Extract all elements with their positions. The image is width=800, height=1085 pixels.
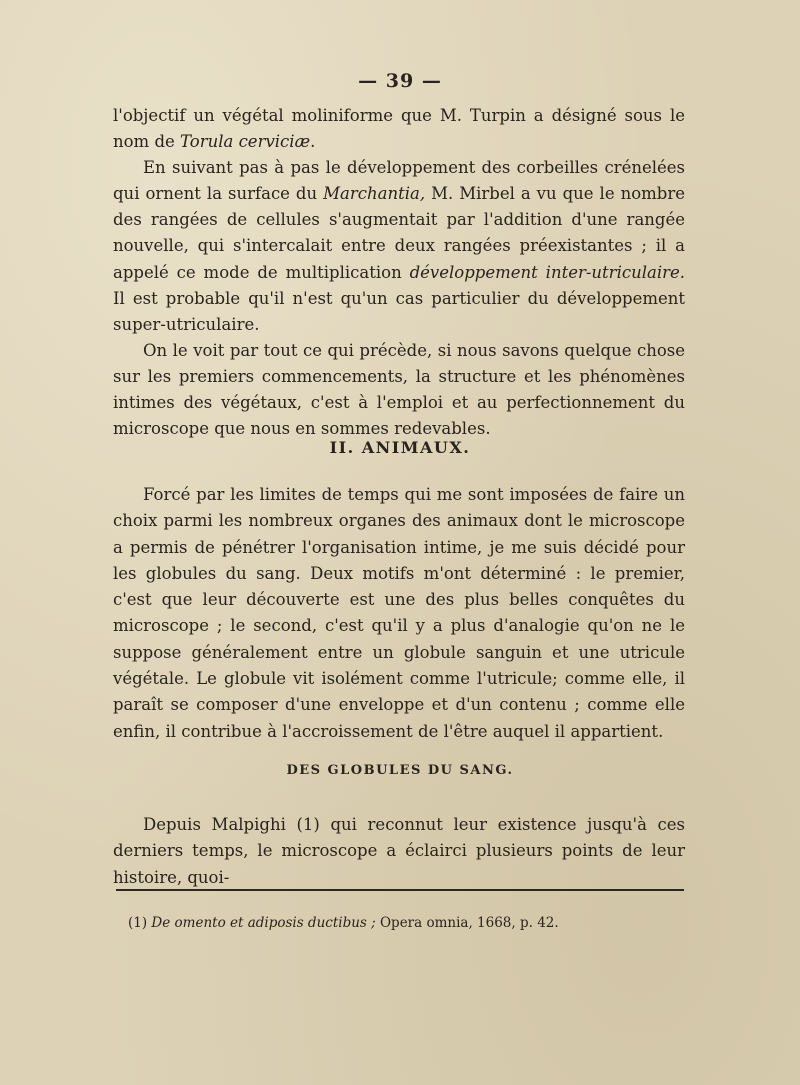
footnote-divider (116, 889, 684, 891)
italic-term: Torula cerviciæ (180, 132, 311, 152)
subsection-title: DES GLOBULES DU SANG. (286, 763, 514, 778)
section-title: II. ANIMAUX. (329, 438, 471, 457)
paragraph-text: . (310, 132, 316, 152)
text-block-globules (113, 812, 685, 891)
footnote-marker: (1) (128, 915, 152, 931)
page-number: — 39 — (358, 70, 442, 92)
paragraph-text: En suivant pas à pas le développement des corbeilles crénelées qui ornent la surface du (113, 158, 685, 204)
text-block-animals (113, 482, 685, 745)
footnote-reference: Opera omnia, 1668, p. 42. (375, 915, 559, 931)
paragraph-animals: Forcé par les limites de temps qui me sont imposées de faire un choix parmi les nombreux organes des animaux dont le microscope a permis de pénétrer l'organisation intime, je me suis décidé pour les globules du sang. Deux motifs m'ont déterminé : le premier, c'est que leur découverte est une des plus belles conquêtes du microscope ; le second, c'est qu'il y a plus d'analogie qu'on ne le suppose généralement entre un globule sanguin et une utricule végétale. Le globule vit isolément comme l'utricule; comme elle, il paraît se composer d'une enveloppe et d'un contenu ; comme elle enfin, il contribue à l'accroissement de l'être auquel il appartient. (113, 485, 685, 741)
footnote (128, 915, 688, 931)
paragraph-conclusion: On le voit par tout ce qui précède, si nous savons quelque chose sur les premiers commencements, la structure et les phénomènes intimes des végétaux, c'est à l'emploi et au perfectionnement du microscope que nous en sommes redevables. (113, 340, 685, 439)
paragraph-marchantia (113, 155, 685, 338)
footnote-title: De omento et adiposis ductibus ; (151, 915, 376, 931)
paragraph-text: M. Mirbel a vu que le nombre des rangées de cellules s'augmentait par l'addition d'une rangée nouvelle, qui s'intercalait entre deux rangées préexistantes ; il a appelé ce mode de multiplication (113, 184, 686, 282)
paragraph-text: Il est probable qu'il n'est qu'un cas particulier du développement super-utriculaire. (113, 288, 685, 334)
italic-term: développement inter-utriculaire. (409, 262, 686, 282)
paragraph-continuation (113, 103, 685, 155)
text-block-top (113, 103, 685, 442)
paragraph-globules: Depuis Malpighi (1) qui reconnut leur existence jusqu'à ces derniers temps, le microscope a éclairci plusieurs points de leur histoire, quoi- (113, 815, 685, 887)
paragraph-text: l'objectif un végétal moliniforme que M. Turpin a désigné sous le nom de (113, 106, 685, 152)
italic-term: Marchantia, (323, 184, 426, 204)
